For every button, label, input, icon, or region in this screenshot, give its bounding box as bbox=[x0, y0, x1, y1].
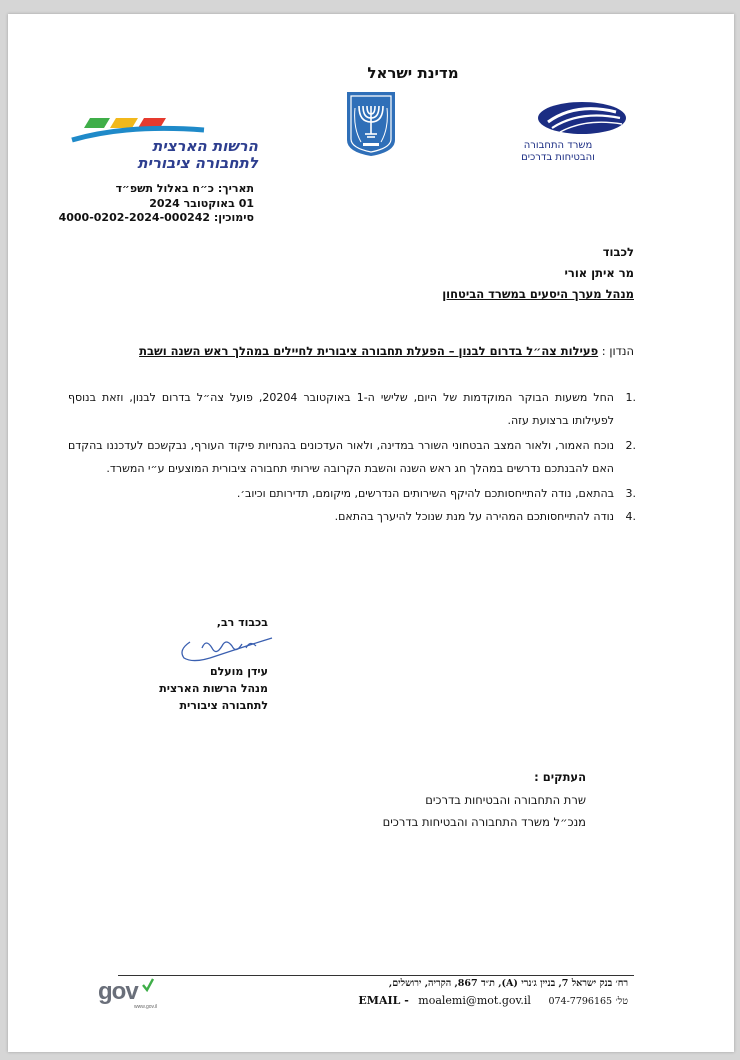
email-address: moalemi@mot.gov.il bbox=[418, 994, 531, 1007]
phone-number: 074-7796165 bbox=[548, 996, 613, 1007]
state-emblem-icon bbox=[343, 88, 399, 158]
letter-meta bbox=[48, 182, 254, 226]
addressee-salutation: לכבוד bbox=[602, 245, 634, 259]
footer-contact bbox=[238, 994, 628, 1007]
list-item bbox=[68, 434, 636, 480]
date-hebrew: תאריך: כ״ח באלול תשפ״ד bbox=[115, 182, 254, 195]
item-number: .4 bbox=[625, 510, 636, 523]
item-number: .2 bbox=[625, 439, 636, 452]
copies-item: שרת התחבורה והבטיחות בדרכים bbox=[425, 792, 586, 807]
body-items bbox=[68, 386, 636, 528]
gov-logo bbox=[98, 978, 168, 1018]
list-item bbox=[68, 505, 636, 528]
item-number: .1 bbox=[625, 391, 636, 404]
subject-text: פעילות צה״ל בדרום לבנון – הפעלת תחבורה ציבורית לחיילים במהלך ראש השנה ושבת bbox=[139, 344, 599, 358]
closing-regards: בכבוד רב, bbox=[216, 616, 268, 629]
letter-page bbox=[8, 14, 734, 1052]
date-gregorian: 01 באוקטובר 2024 bbox=[149, 196, 254, 210]
addressee bbox=[308, 242, 634, 305]
list-item bbox=[68, 386, 636, 432]
subject-line bbox=[118, 344, 634, 358]
ministry-name-line1: משרד התחבורה bbox=[523, 140, 593, 151]
ministry-logo-icon bbox=[536, 100, 628, 136]
state-title: מדינת ישראל bbox=[367, 64, 459, 82]
signer-title-line2: לתחבורה ציבורית bbox=[179, 699, 268, 712]
ministry-name bbox=[488, 140, 628, 164]
footer-address: רח׳ בנק ישראל 7, בניין ג׳נרי (A), ת״ד 867, הקריה, ירושלים, bbox=[388, 978, 628, 989]
ministry-name-line2: והבטיחות בדרכים bbox=[521, 152, 595, 163]
item-text: החל משעות הבוקר המוקדמות של היום, שלישי ה-1 באוקטובר 20204, פועל צה״ל בדרום לבנון, וזאת בנוסף לפעילותו ברצועת עזה. bbox=[68, 391, 614, 427]
item-number: .3 bbox=[625, 487, 636, 500]
gov-logo-text: gov bbox=[98, 978, 138, 1005]
item-text: בהתאם, נודה להתייחסותכם להיקף השירותים הנדרשים, מיקומם, תדירותם וכיוב׳. bbox=[236, 487, 614, 500]
signer-name: עידן מועלם bbox=[209, 665, 268, 678]
signer-title-line1: מנהל הרשות הארצית bbox=[159, 682, 268, 695]
phone-label: טל׳ bbox=[615, 996, 628, 1007]
authority-name bbox=[68, 138, 258, 172]
subject-label: הנדון : bbox=[601, 344, 634, 358]
authority-name-line2: לתחבורה ציבורית bbox=[137, 154, 258, 172]
list-item bbox=[68, 482, 636, 505]
addressee-title: מנהל מערך היסעים במשרד הביטחון bbox=[442, 287, 634, 301]
gov-check-icon bbox=[142, 978, 154, 992]
authority-name-line1: הרשות הארצית bbox=[152, 137, 258, 155]
gov-site: www.gov.il bbox=[134, 1004, 158, 1010]
footer-divider bbox=[118, 975, 634, 976]
addressee-name: מר איתן אורי bbox=[564, 266, 634, 280]
copies-label: העתקים : bbox=[534, 770, 586, 784]
reference-number: סימוכין: 4000-0202-2024-000242 bbox=[58, 211, 254, 224]
email-label: EMAIL - bbox=[358, 994, 409, 1007]
signature-icon bbox=[176, 628, 276, 668]
copies-block bbox=[368, 766, 586, 834]
item-text: נודה להתייחסותכם המהירה על מנת שנוכל להיערך בהתאם. bbox=[334, 510, 614, 523]
item-text: נוכח האמור, ולאור המצב הבטחוני השורר במדינה, ולאור העדכונים בהנחיות פיקוד העורף, נבקשכם לעדכננו בהקדם האם להבנתכם נדרשים במהלך חג ראש השנה והשבת הקרובה שירותי תחבורה ציבורית המוצעים ע״י המשרד. bbox=[68, 439, 614, 475]
copies-item: מנכ״ל משרד התחבורה והבטיחות בדרכים bbox=[382, 815, 586, 829]
